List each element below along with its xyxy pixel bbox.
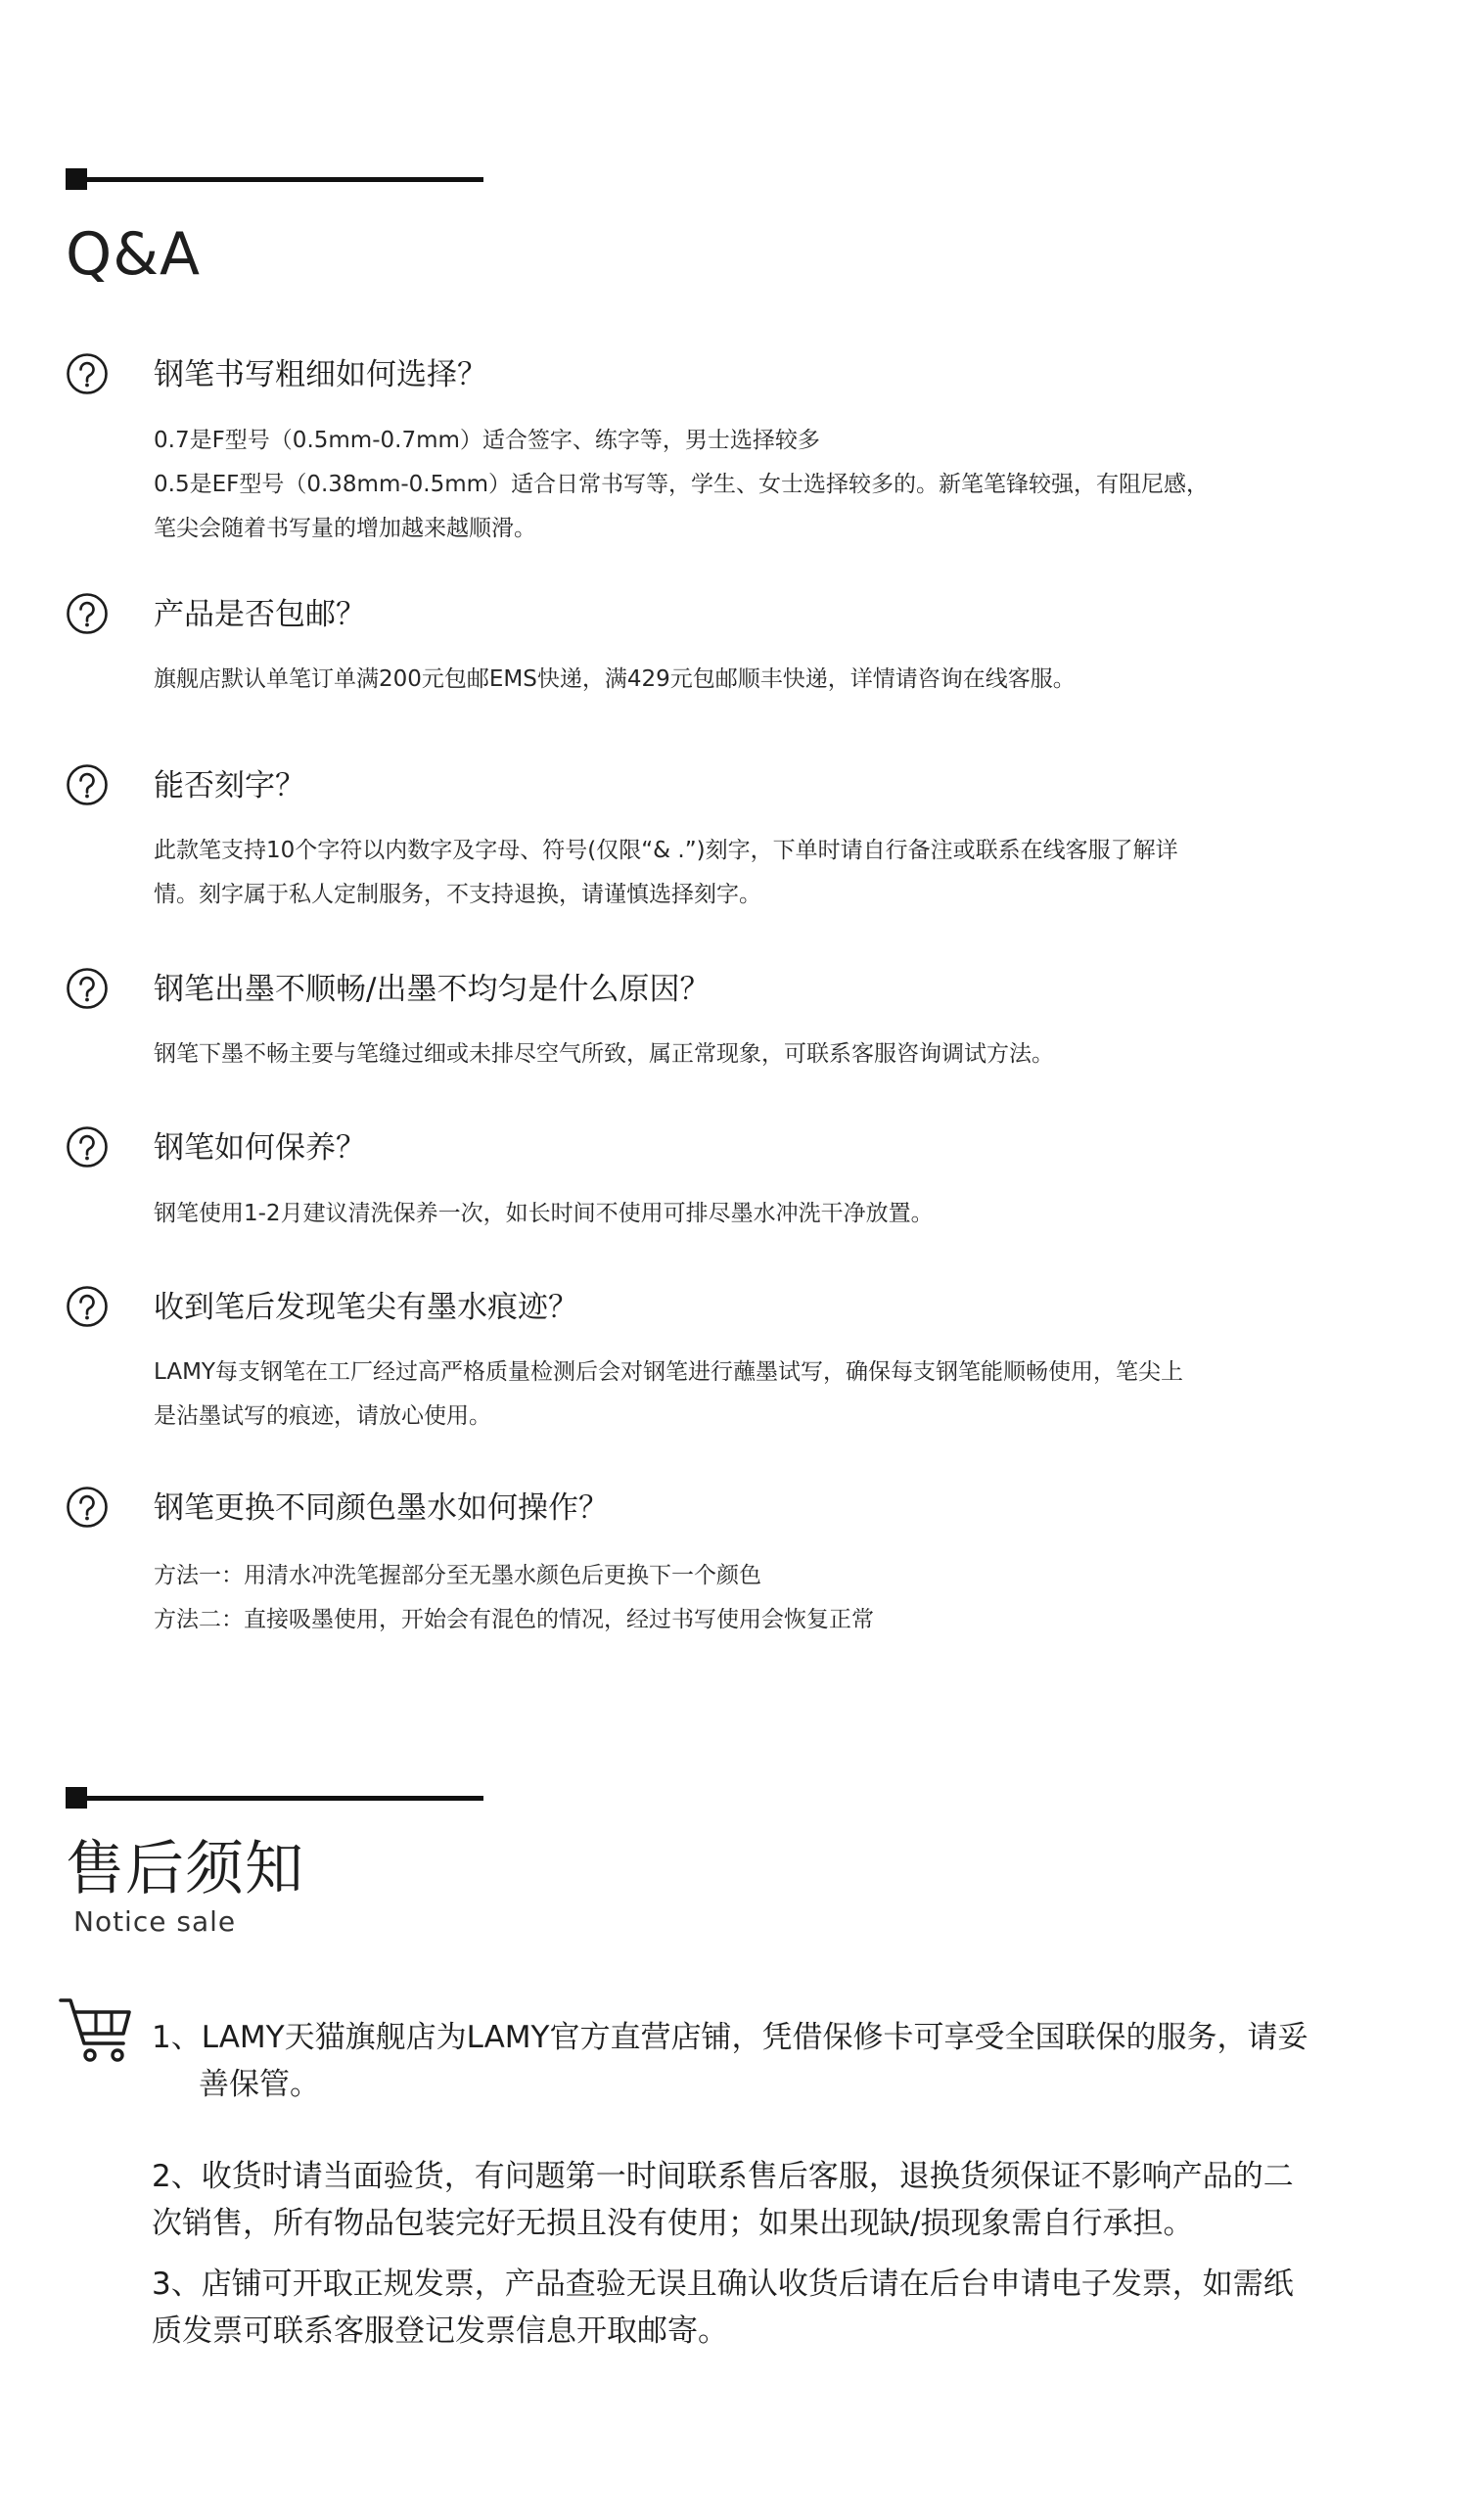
notice-item-1-line-1: 1、LAMY天猫旗舰店为LAMY官方直营店铺，凭借保修卡可享受全国联保的服务，请妥 — [152, 2020, 1308, 2055]
notice-item-2-line-2: 次销售，所有物品包装完好无损且没有使用；如果出现缺/损现象需自行承担。 — [152, 2206, 1194, 2241]
qa-question-4: 钢笔出墨不顺畅/出墨不均匀是什么原因？ — [154, 972, 711, 1007]
notice-item-3-line-1: 3、店铺可开取正规发票，产品查验无误且确认收货后请在后台申请电子发票，如需纸 — [152, 2267, 1294, 2302]
notice-item-3 — [152, 2261, 1365, 2355]
question-circle-icon — [66, 1285, 109, 1328]
qa-question-5: 钢笔如何保养？ — [154, 1130, 366, 1166]
notice-header-bar-line — [66, 1796, 483, 1801]
qa-answer-5 — [154, 1192, 1357, 1236]
qa-answer-1 — [154, 419, 1357, 551]
notice-item-1 — [152, 2014, 1365, 2108]
qa-answer-5-line-1: 钢笔使用1-2月建议清洗保养一次，如长时间不使用可排尽墨水冲洗干净放置。 — [154, 1201, 934, 1226]
question-circle-icon — [66, 1125, 109, 1168]
qa-answer-6-line-1: LAMY每支钢笔在工厂经过高严格质量检测后会对钢笔进行蘸墨试写，确保每支钢笔能顺畅使用，笔尖上 — [154, 1359, 1183, 1385]
qa-answer-2-line-1: 旗舰店默认单笔订单满200元包邮EMS快递，满429元包邮顺丰快递，详情请咨询在线客服。 — [154, 666, 1076, 692]
qa-answer-7-line-2: 方法二：直接吸墨使用，开始会有混色的情况，经过书写使用会恢复正常 — [154, 1607, 874, 1632]
qa-answer-7 — [154, 1554, 1357, 1642]
qa-question-2: 产品是否包邮？ — [154, 597, 366, 632]
notice-section-title: 售后须知 — [66, 1835, 304, 1903]
question-circle-icon — [66, 352, 109, 395]
qa-section-title: Q&A — [66, 220, 202, 289]
shopping-cart-icon — [57, 1994, 135, 2065]
qa-answer-6-line-2: 是沾墨试写的痕迹，请放心使用。 — [154, 1403, 491, 1429]
notice-item-3-line-2: 质发票可联系客服登记发票信息开取邮寄。 — [152, 2314, 728, 2349]
qa-answer-4-line-1: 钢笔下墨不畅主要与笔缝过细或未排尽空气所致，属正常现象，可联系客服咨询调试方法。 — [154, 1041, 1054, 1067]
notice-item-1-line-2: 善保管。 — [199, 2067, 320, 2102]
qa-answer-3 — [154, 829, 1357, 917]
qa-answer-1-line-2: 0.5是EF型号（0.38mm-0.5mm）适合日常书写等，学生、女士选择较多的。新笔笔锋较强，有阻尼感， — [154, 472, 1210, 497]
notice-item-2-line-1: 2、收货时请当面验货，有问题第一时间联系售后客服，退换货须保证不影响产品的二 — [152, 2159, 1294, 2194]
question-circle-icon — [66, 763, 109, 806]
qa-answer-4 — [154, 1032, 1357, 1077]
qa-answer-6 — [154, 1351, 1357, 1439]
qa-question-3: 能否刻字？ — [154, 768, 305, 803]
qa-answer-3-line-1: 此款笔支持10个字符以内数字及字母、符号(仅限“& .”)刻字，下单时请自行备注或联系在线客服了解详 — [154, 838, 1178, 863]
qa-question-7: 钢笔更换不同颜色墨水如何操作？ — [154, 1490, 609, 1526]
qa-answer-1-line-1: 0.7是F型号（0.5mm-0.7mm）适合签字、练字等，男士选择较多 — [154, 428, 820, 453]
question-circle-icon — [66, 967, 109, 1010]
qa-answer-3-line-2: 情。刻字属于私人定制服务，不支持退换，请谨慎选择刻字。 — [154, 882, 761, 907]
notice-section-subtitle: Notice sale — [73, 1905, 237, 1938]
qa-answer-2 — [154, 658, 1357, 702]
qa-header-bar-line — [66, 177, 483, 182]
qa-answer-1-line-3: 笔尖会随着书写量的增加越来越顺滑。 — [154, 516, 536, 541]
qa-answer-7-line-1: 方法一：用清水冲洗笔握部分至无墨水颜色后更换下一个颜色 — [154, 1563, 761, 1588]
question-circle-icon — [66, 1486, 109, 1529]
question-circle-icon — [66, 592, 109, 635]
notice-item-2 — [152, 2153, 1365, 2247]
qa-question-1: 钢笔书写粗细如何选择？ — [154, 357, 487, 392]
qa-question-6: 收到笔后发现笔尖有墨水痕迹？ — [154, 1290, 578, 1325]
